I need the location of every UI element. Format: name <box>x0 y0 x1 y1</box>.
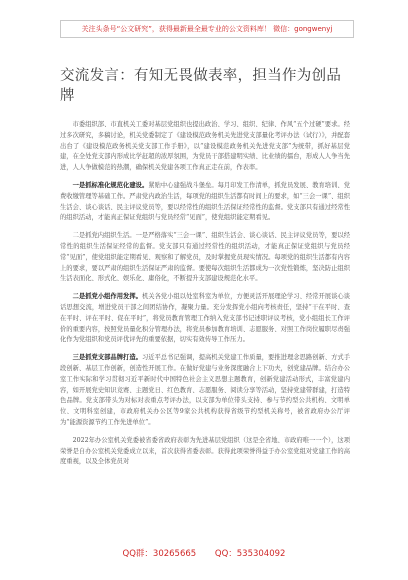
section-2-text: 机关各党小组以处室科室为单位，方便灵活开展理论学习、经常开展谈心谈话思想交流，增进党员干部之间团结协作，凝聚力量。充分发挥党小组向考核责任，坚持“干在平时、查在平时、评在平时、促在平时”，将党员教育管理工作纳入党支部书记述职评议考核，党小组组长工作评价的重要内容，按照党员量化积分管理办法，将党员参加教育培训、志愿服务、对照工作岗位履职尽责强化作为党组织和党员评优评先的重要依据，切实有效传导工作压力。 <box>60 293 351 344</box>
document-title: 交流发言：有知无畏做表率，担当作为创品牌 <box>60 68 342 104</box>
section-1-continued-paragraph: 二是抓党内组织生活。一是严格落实“三会一课”、组织生活会、谈心谈话、民主评议党员等，要以经常性的组织生活保证经常的监督。党支部只有通过经常性的组织活动，才能真正保证党组织与党员经常“见面”，使党组织能定期看见、观察和了解党员，及时掌握党员现实情况。每项党的组织生活都有内容上的要求，要以严肃的组织生活保证严肃的监督。要使每次组织生活都成为一次党性锻炼，坚决防止组织生活表面化、形式化、娱乐化、庸俗化，不断提升支部建设规范化水平。 <box>60 232 350 283</box>
section-2-heading: 二是抓党小组作用发挥。 <box>72 293 142 301</box>
contact-footer <box>0 547 408 559</box>
document-body <box>60 120 350 475</box>
promo-banner <box>60 20 354 38</box>
section-3-paragraph <box>60 353 350 429</box>
qq-number-text: QQ：535304092 <box>214 549 286 559</box>
promo-banner-text[interactable]: 关注头条号“公文研究”，获得最新最全最专业的公文资料库！ 微信：gongwenyj <box>81 25 333 33</box>
section-2-paragraph <box>60 292 350 346</box>
qq-group-text: QQ群：30265665 <box>122 549 197 559</box>
section-1-text: 紧贴中心建强战斗堡垒。每月印发工作清单，抓党员发展、教育培训、党费收缴管理等基础工作。严肃党内政治生活，每项党的组织生活都有时间上的要求，如“三会一课”、组织生活会、谈心谈话、民主评议党员等，要以经常性的组织生活保证经常性的监督。党支部只有通过经常性的组织活动，才能真正保证党组织与党员经常“见面”，使党组织能定期看见。 <box>60 181 351 222</box>
closing-paragraph: 2022年办公室机关党委被省委省政府表彰为先进基层党组织（这是全省地、市政府唯一一个），这项荣誉是自办公室机关党委成立以来，首次获得省委表彰。获得此项荣誉得益于办公室党组对党建工作的高度重视，以及全体党员对 <box>60 436 350 466</box>
section-3-heading: 三是抓党支部品牌打造。 <box>72 354 142 362</box>
section-1-paragraph <box>60 181 350 224</box>
section-1-heading: 一是抓标准化规范化建设。 <box>72 181 149 189</box>
section-3-text: 习近平总书记强调，提高机关党建工作质量，要推进理念思路创新、方式手段创新、基层工作创新，创造性开展工作。在做好党建与业务深度融合上下功夫，创党建品牌。结合办公室工作实际和学习贯彻习近平新时代中国特色社会主义思想主题教育，创新党建活动形式，丰富党建内容，如开展党史知识竞赛、主题党日、红色教育、志愿服务、阅读分享等活动，坚持党建带群建，打造特色品牌。党支部带头为对标对表重点考评办法，以支部为单位带头支持、参与节约型公共机构、文明单位、文明科室创建，市政府机关办公区等9家公共机构获得省级节约型机关称号，被省政府办公厅评为“能源资源节约工作先进单位”。 <box>60 354 351 426</box>
intro-paragraph: 市委组织部、市直机关工委对基层党组织也提出政治、学习、组织、纪律、作风“五个过硬”要求。经过多次研究，多稿讨论，机关党委制定了《建设模范政务机关先进党支部量化考评办法（试行）》，并配套出台了《建设模范政务机关党支部工作手册》，以“建设模范政务机关先进党支部”为统带，抓好基层党建，在全处党支部内形成比学赶超的浓厚氛围，为党员干部搭建明实绩、比业绩的擂台，形成人人争当先进，人人争做模范的热潮，确保机关党建各项工作真正走在前，作表率。 <box>60 121 350 172</box>
